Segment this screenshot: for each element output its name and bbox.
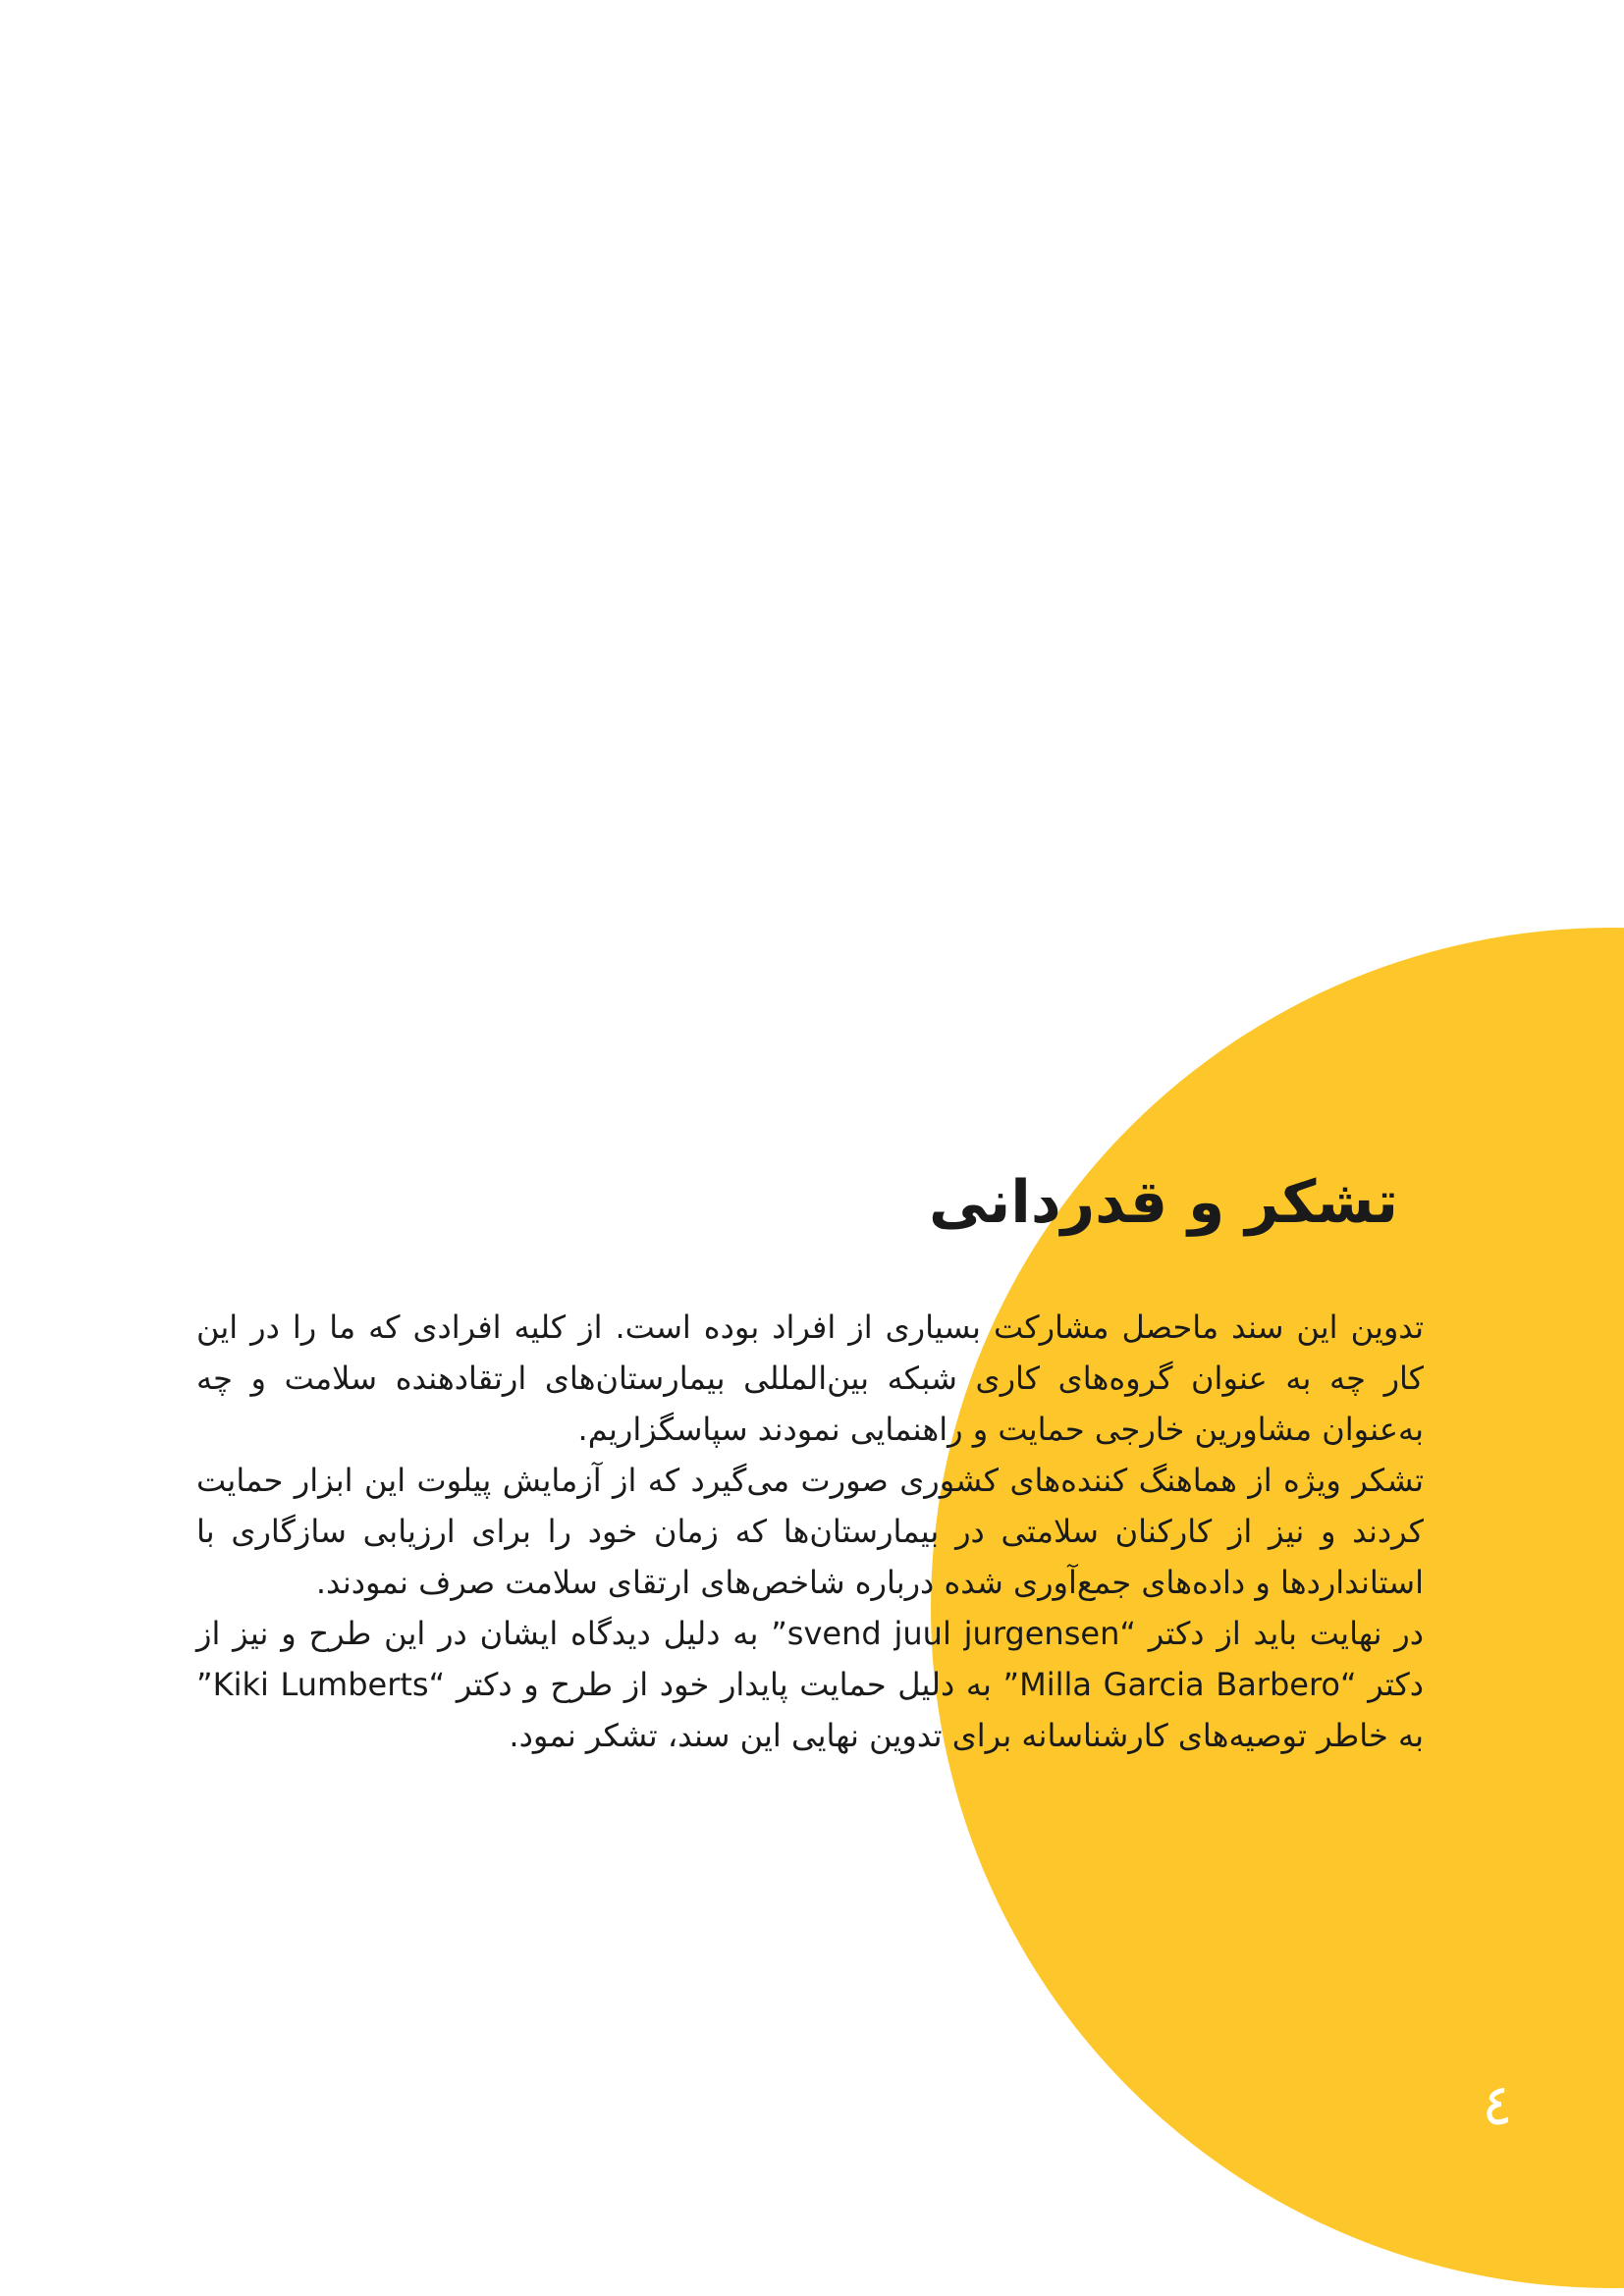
- paragraph-contributors: تدوین این سند ماحصل مشارکت بسیاری از افراد بوده است. از کلیه افرادی که ما را در این کار چه به عنوان گروه‌های کاری شبکه بین‌المللی بیمارستان‌های ارتقادهنده سلامت و چه به‌عنوان مشاورین خارجی حمایت و راهنمایی نمودند سپاسگزاریم.: [196, 1308, 1424, 1448]
- page-title: تشکر و قدردانی: [929, 1168, 1398, 1237]
- acknowledgments-body: [196, 1302, 1424, 1761]
- paragraph-coordinators: تشکر ویژه از هماهنگ کننده‌های کشوری صورت می‌گیرد که از آزمایش پیلوت این ابزار حمایت کردند و نیز از کارکنان سلامتی در بیمارستان‌ها که زمان خود را برای ارزیابی سازگاری با استانداردها و داده‌های جمع‌آوری شده درباره شاخص‌های ارتقای سلامت صرف نمودند.: [196, 1462, 1424, 1601]
- page-number: ٤: [1482, 2071, 1513, 2138]
- paragraph-doctors: در نهایت باید از دکتر “svend juul jurgensen” به دلیل دیدگاه ایشان در این طرح و نیز از دکتر “Milla Garcia Barbero” به دلیل حمایت پایدار خود از طرح و دکتر “Kiki Lumberts” به خاطر توصیه‌های کارشناسانه برای تدوین نهایی این سند، تشکر نمود.: [196, 1615, 1425, 1754]
